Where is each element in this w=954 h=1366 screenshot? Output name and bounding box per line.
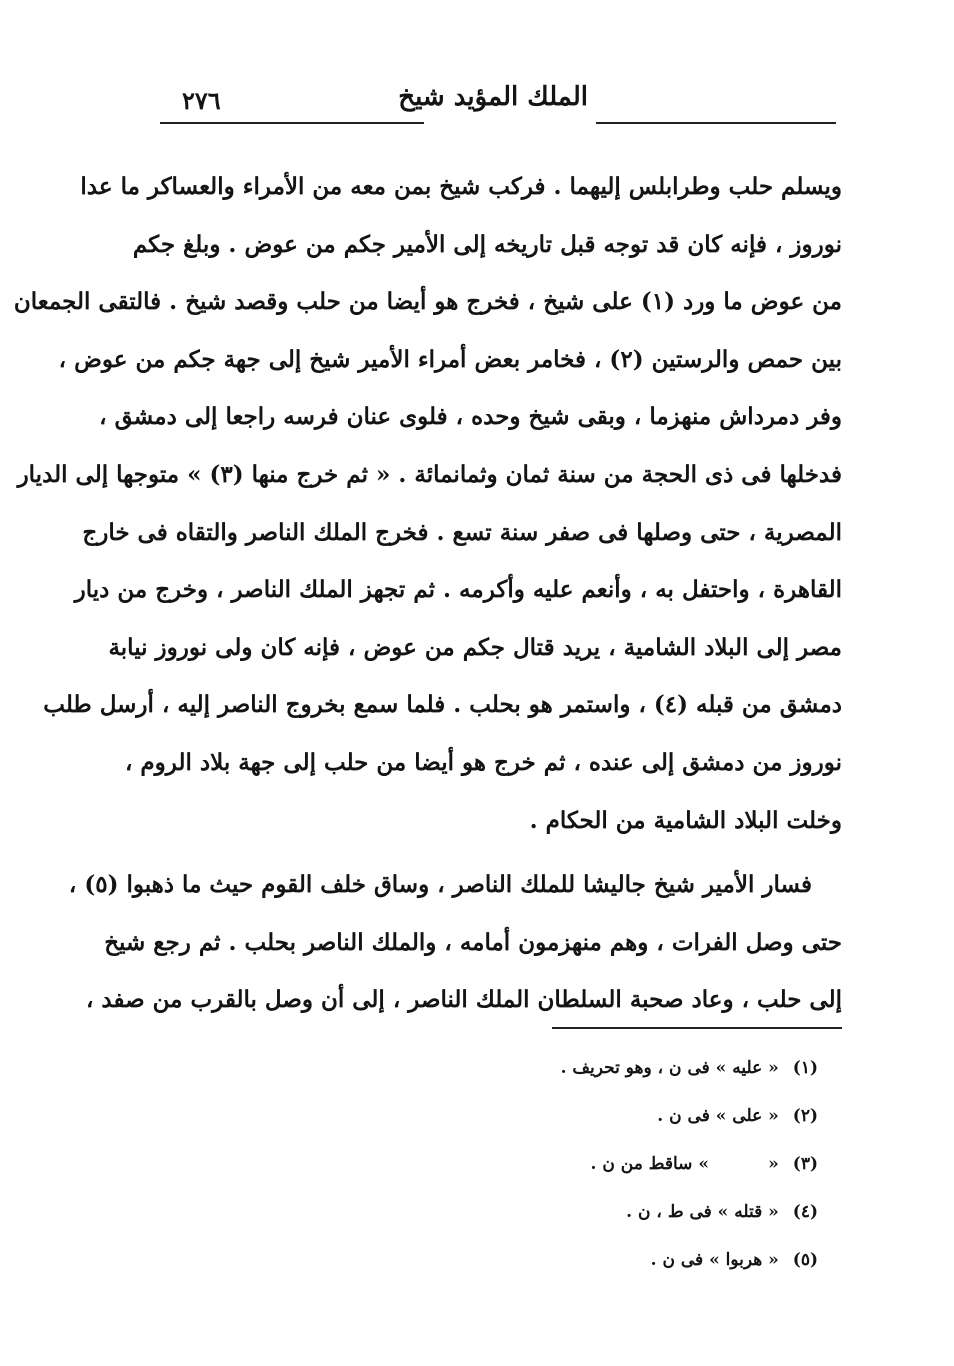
footnote-1 (518, 1044, 818, 1092)
running-title: الملك المؤيد شيخ (398, 82, 588, 112)
footnote-text: « قتله » فى ط ، ن . (626, 1202, 779, 1222)
text-line: من عوض ما ورد (١) على شيخ ، فخرج هو أيضا من حلب وقصد شيخ . فالتقى الجمعان (13, 288, 842, 316)
footnote-5 (518, 1236, 818, 1284)
text-line: نوروز ، فإنه كان قد توجه قبل تاريخه إلى الأمير جكم من عوض . وبلغ جكم (132, 230, 842, 258)
text-line: ويسلم حلب وطرابلس إليهما . فركب شيخ بمن معه من الأمراء والعساكر ما عدا (80, 173, 842, 200)
text-line: بين حمص والرستين (٢) ، فخامر بعض أمراء الأمير شيخ إلى جهة جكم من عوض ، (58, 345, 842, 373)
paragraph-2 (68, 856, 842, 1029)
footnote-text: « هربوا » فى ن . (650, 1250, 779, 1270)
text-line: إلى حلب ، وعاد صحبة السلطان الملك الناصر ، إلى أن وصل بالقرب من صفد ، (85, 986, 842, 1014)
header-rule-right (596, 122, 836, 124)
footnote-number: (٣) (792, 1154, 818, 1174)
page-number: ٢٧٦ (182, 86, 221, 115)
footnote-number: (١) (792, 1058, 818, 1078)
footnote-3 (518, 1140, 818, 1188)
text-line: حتى وصل الفرات ، وهم منهزمون أمامه ، والملك الناصر بحلب . ثم رجع شيخ (104, 928, 842, 956)
page-header (160, 78, 836, 128)
text-line: القاهرة ، واحتفل به ، وأنعم عليه وأكرمه . ثم تجهز الملك الناصر ، وخرج من ديار (74, 576, 842, 604)
text-line: فسار الأمير شيخ جاليشا للملك الناصر ، وساق خلف القوم حيث ما ذهبوا (٥) ، (68, 871, 812, 898)
footnote-number: (٥) (792, 1250, 818, 1270)
text-line: دمشق من قبله (٤) ، واستمر هو بحلب . فلما سمع بخروج الناصر إليه ، أرسل طلب (43, 691, 842, 719)
text-line: المصرية ، حتى وصلها فى صفر سنة تسع . فخرج الملك الناصر والتقاه فى خارج (82, 518, 842, 546)
footnote-number: (٤) (792, 1202, 818, 1222)
footnotes (518, 1044, 818, 1284)
paragraph-1 (13, 158, 842, 849)
footnote-4 (518, 1188, 818, 1236)
footnote-text: « عليه » فى ن ، وهو تحريف . (560, 1058, 779, 1078)
text-line: فدخلها فى ذى الحجة من سنة ثمان وثمانمائة . « ثم خرج منها (٣) » متوجها إلى الديار (17, 460, 842, 488)
text-line: مصر إلى البلاد الشامية ، يريد قتال جكم من عوض ، فإنه كان ولى نوروز نيابة (108, 633, 842, 661)
footnote-2 (518, 1092, 818, 1140)
text-line: وفر دمرداش منهزما ، وبقى شيخ وحده ، فلوى عنان فرسه راجعا إلى دمشق ، (99, 403, 842, 431)
footnote-rule (552, 1027, 842, 1029)
text-line: وخلت البلاد الشامية من الحكام . (529, 806, 842, 834)
text-line: نوروز من دمشق إلى عنده ، ثم خرج هو أيضا من حلب إلى جهة بلاد الروم ، (125, 748, 842, 776)
footnote-number: (٢) (792, 1106, 818, 1126)
footnote-text: « على » فى ن . (657, 1106, 779, 1126)
header-rule-left (160, 122, 424, 124)
footnote-text: « » ساقط من ن . (590, 1154, 779, 1174)
